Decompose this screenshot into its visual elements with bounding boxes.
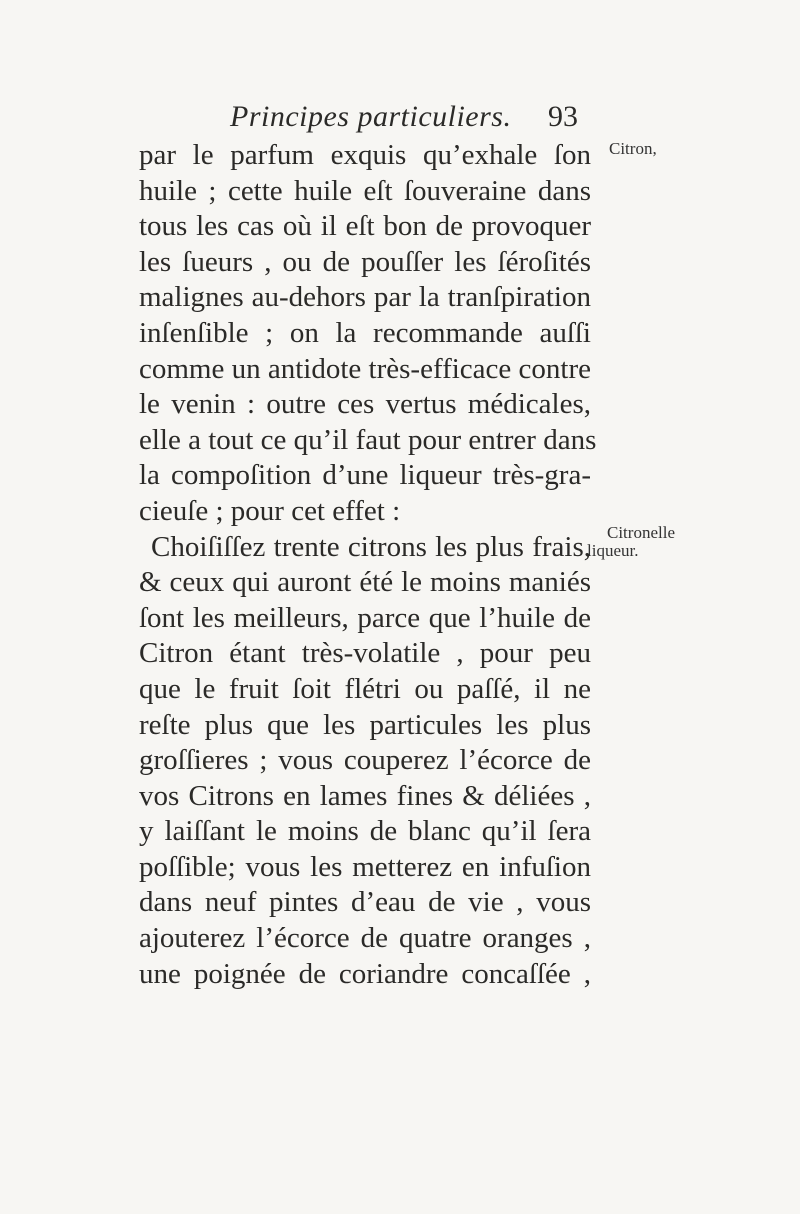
margin-note-line: Citron,	[609, 139, 657, 158]
text-line: & ceux qui auront été le moins maniés	[139, 566, 591, 599]
margin-note-line: liqueur.	[587, 541, 639, 560]
margin-note-citronelle	[587, 524, 675, 560]
text-line: vos Citrons en lames fines & déliées ,	[139, 779, 591, 812]
margin-note-citron	[609, 140, 657, 158]
text-line: ajouterez l’écorce de quatre oranges ,	[139, 922, 591, 955]
text-line: elle a tout ce qu’il faut pour entrer dans	[139, 423, 597, 456]
text-line: par le parfum exquis qu’exhale ſon	[139, 139, 591, 171]
text-line: dans neuf pintes d’eau de vie , vous	[139, 886, 591, 919]
text-line: reſte plus que les particules les plus	[139, 708, 591, 741]
text-line: que le fruit ſoit flétri ou paſſé, il ne	[139, 672, 591, 705]
text-line: tous les cas où il eſt bon de provoquer	[139, 210, 591, 243]
text-line: y laiſſant le moins de blanc qu’il ſera	[139, 815, 591, 848]
text-line: comme un antidote très-efficace contre	[139, 352, 591, 385]
text-line: les ſueurs , ou de pouſſer les ſéroſités	[139, 245, 591, 278]
text-line: malignes au-dehors par la tranſpiration	[139, 281, 591, 314]
text-line: inſenſible ; on la recommande auſſi	[139, 316, 591, 349]
text-line: huile ; cette huile eſt ſouveraine dans	[139, 174, 591, 207]
text-line: poſſible; vous les metterez en infuſion	[139, 850, 591, 883]
body-text	[139, 138, 597, 992]
text-line: cieuſe ; pour cet effet :	[139, 494, 401, 527]
page-number: 93	[548, 100, 578, 133]
text-line: une poignée de coriandre concaſſée ,	[139, 957, 591, 990]
text-line: Choiſiſſez trente citrons les plus frais,	[151, 530, 591, 563]
text-line: le venin : outre ces vertus médicales,	[139, 388, 591, 421]
text-line: Citron étant très-volatile , pour peu	[139, 637, 591, 670]
text-line: ſont les meilleurs, parce que l’huile de	[139, 601, 591, 634]
text-line: la compoſition d’une liqueur très-gra-	[139, 459, 591, 492]
margin-note-line: Citronelle	[607, 523, 675, 542]
running-title: Principes particuliers.	[230, 100, 512, 133]
text-line: groſſieres ; vous couperez l’écorce de	[139, 744, 591, 777]
